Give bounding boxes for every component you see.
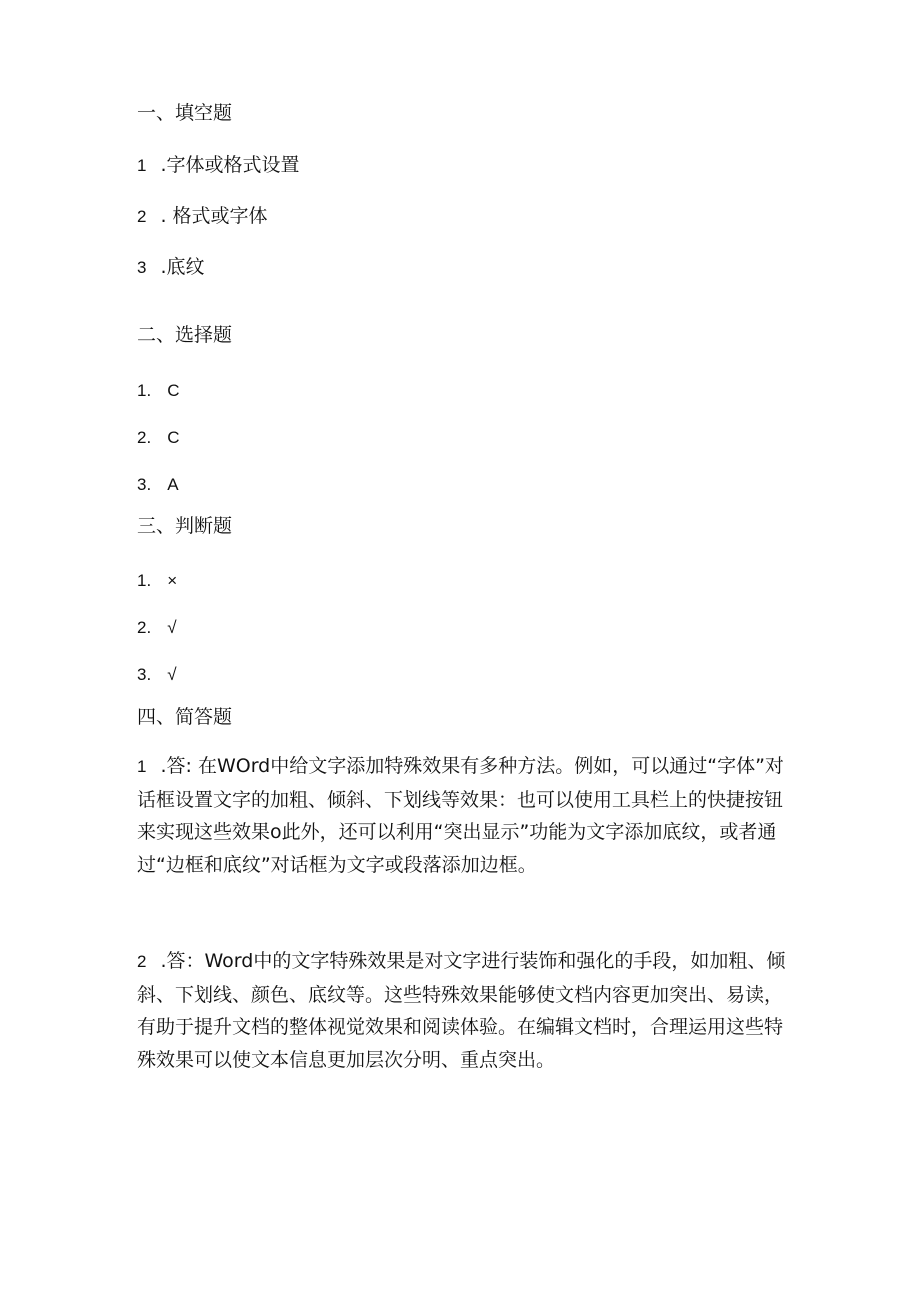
heading-fill-in: 一、填空题 [137, 102, 233, 124]
item-number: 3 [137, 258, 147, 277]
answer-text: √ [167, 618, 177, 637]
answer-text: A [167, 475, 179, 494]
judge-answer-3 [137, 662, 177, 687]
judge-answer-2 [137, 615, 177, 640]
choice-answer-2 [137, 425, 179, 450]
heading-choice: 二、选择题 [137, 324, 233, 346]
answer-text: .字体或格式设置 [160, 154, 300, 176]
answer-text: .答：Word中的文字特殊效果是对文字进行装饰和强化的手段，如加粗、倾斜、下划线、颜色、底纹等。这些特殊效果能够使文档内容更加突出、易读，有助于提升文档的整体视觉效果和阅读体验。在编辑文档时，合理运用这些特殊效果可以使文本信息更加层次分明、重点突出。 [137, 950, 786, 1071]
item-number: 1 [137, 757, 147, 776]
answer-text: . 格式或字体 [160, 205, 268, 227]
answer-text: √ [167, 665, 177, 684]
item-number: 2 [137, 207, 147, 226]
item-number: 3. [137, 475, 152, 494]
item-number: 2 [137, 952, 147, 971]
choice-answer-3 [137, 472, 179, 497]
fill-answer-3 [137, 255, 205, 280]
short-answer-2 [137, 945, 787, 1076]
judge-answer-1 [137, 568, 177, 593]
choice-answer-1 [137, 378, 179, 403]
fill-answer-2 [137, 204, 268, 229]
heading-judge: 三、判断题 [137, 515, 233, 537]
heading-short-answer: 四、简答题 [137, 706, 233, 728]
item-number: 2. [137, 428, 152, 447]
short-answer-1 [137, 750, 787, 881]
fill-answer-1 [137, 153, 300, 178]
item-number: 1. [137, 571, 152, 590]
item-number: 2. [137, 618, 152, 637]
answer-text: .答: 在WOrd中给文字添加特殊效果有多种方法。例如，可以通过“字体”对话框设置文字的加粗、倾斜、下划线等效果：也可以使用工具栏上的快捷按钮来实现这些效果o此外，还可以利用“突出显示”功能为文字添加底纹，或者通过“边框和底纹”对话框为文字或段落添加边框。 [137, 755, 784, 876]
answer-text: × [167, 571, 178, 590]
answer-text: C [167, 381, 180, 400]
item-number: 3. [137, 665, 152, 684]
item-number: 1 [137, 156, 147, 175]
answer-text: C [167, 428, 180, 447]
item-number: 1. [137, 381, 152, 400]
answer-text: .底纹 [160, 256, 205, 278]
